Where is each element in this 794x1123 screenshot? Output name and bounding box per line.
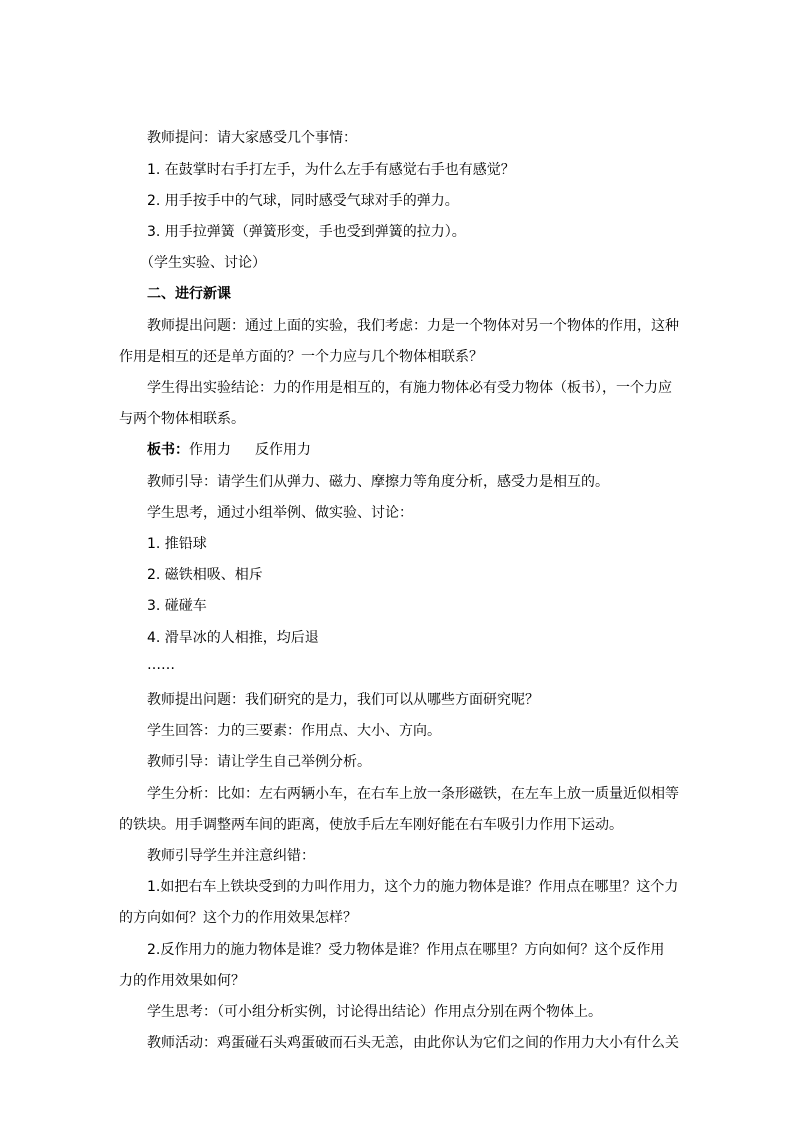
student-activity-note: （学生实验、讨论） — [140, 255, 266, 271]
blackboard-term-action: 作用力 — [189, 442, 231, 458]
paragraph-line: 的铁块。用手调整两车间的距离，使放手后左车刚好能在右车吸引力作用下运动。 — [119, 817, 623, 833]
paragraph-line: 学生分析：比如：左右两辆小车，在右车上放一条形磁铁，在左车上放一质量近似相等 — [147, 786, 679, 802]
paragraph-line: 教师活动：鸡蛋碰石头鸡蛋破而石头无恙，由此你认为它们之间的作用力大小有什么关 — [147, 1035, 679, 1051]
paragraph-line: 作用是相互的还是单方面的？一个力应与几个物体相联系？ — [119, 349, 483, 365]
teacher-question-line: 教师提问：请大家感受几个事情： — [147, 130, 357, 146]
blackboard-label: 板书： — [147, 442, 189, 458]
paragraph-line: 学生思考：（可小组分析实例，讨论得出结论）作用点分别在两个物体上。 — [147, 1004, 602, 1020]
paragraph-line: 学生回答：力的三要素：作用点、大小、方向。 — [147, 723, 441, 739]
paragraph-line: 与两个物体相联系。 — [119, 411, 245, 427]
list-item: 4. 滑旱冰的人相推，均后退 — [147, 630, 319, 646]
section-heading: 二、进行新课 — [147, 286, 231, 302]
paragraph-line: 教师引导学生并注意纠错： — [147, 848, 315, 864]
list-item: 2. 磁铁相吸、相斥 — [147, 567, 263, 583]
list-item: 3. 用手拉弹簧（弹簧形变，手也受到弹簧的拉力）。 — [147, 224, 466, 240]
list-item-continuation: 的方向如何？这个力的作用效果怎样？ — [119, 910, 357, 926]
list-item: 2.反作用力的施力物体是谁？受力物体是谁？作用点在哪里？方向如何？这个反作用 — [147, 942, 665, 958]
list-item: 1. 在鼓掌时右手打左手，为什么左手有感觉右手也有感觉？ — [147, 162, 515, 178]
list-item: 2. 用手按手中的气球，同时感受气球对手的弹力。 — [147, 193, 459, 209]
paragraph-line: 学生得出实验结论：力的作用是相互的，有施力物体必有受力物体（板书），一个力应 — [147, 380, 672, 396]
list-item-continuation: 力的作用效果如何？ — [119, 973, 245, 989]
blackboard-note-line — [147, 441, 311, 459]
list-item: 1. 推铅球 — [147, 536, 207, 552]
list-item: 3. 碰碰车 — [147, 598, 207, 614]
paragraph-line: 教师引导：请让学生自己举例分析。 — [147, 754, 371, 770]
paragraph-line: 学生思考，通过小组举例、做实验、讨论： — [147, 505, 413, 521]
paragraph-line: 教师引导：请学生们从弹力、磁力、摩擦力等角度分析，感受力是相互的。 — [147, 474, 609, 490]
paragraph-line: 教师提出问题：通过上面的实验，我们考虑：力是一个物体对另一个物体的作用，这种 — [147, 318, 679, 334]
ellipsis-line: …… — [147, 657, 175, 673]
blackboard-term-reaction: 反作用力 — [255, 442, 311, 458]
list-item: 1.如把右车上铁块受到的力叫作用力，这个力的施力物体是谁？作用点在哪里？这个力 — [147, 879, 679, 895]
paragraph-line: 教师提出问题：我们研究的是力，我们可以从哪些方面研究呢？ — [147, 692, 539, 708]
